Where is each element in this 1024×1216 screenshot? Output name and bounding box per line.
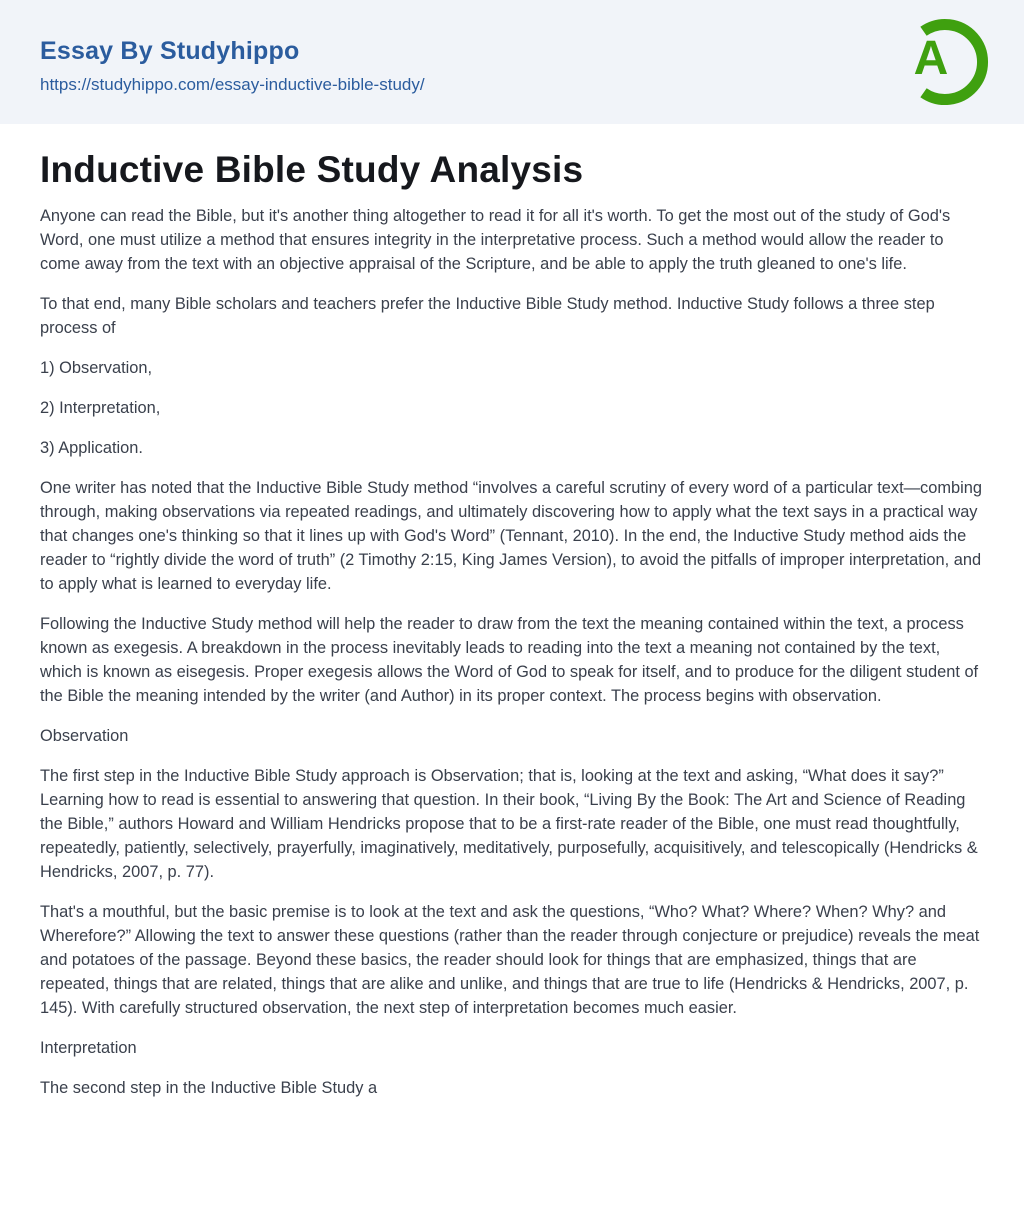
site-title: Essay By Studyhippo [40, 36, 300, 65]
paragraph: Anyone can read the Bible, but it's another thing altogether to read it for all it's worth. To get the most out of the study of God's Word, one must utilize a method that ensures integrity in the interpretative process. Such a method would allow the reader to come away from the text with an objective appraisal of the Scripture, and be able to apply the truth gleaned to one's life. [40, 207, 951, 273]
section-heading: Interpretation [40, 1039, 137, 1057]
studyhippo-logo-icon [900, 17, 990, 107]
paragraph: The second step in the Inductive Bible Study a [40, 1079, 378, 1097]
paragraph: That's a mouthful, but the basic premise is to look at the text and ask the questions, “Who? What? Where? When? Why? and Wherefore?” Allowing the text to answer these questions (rather than the reader through conjecture or prejudice) reveals the meat and potatoes of the passage. Beyond these basics, the reader should look for things that are emphasized, things that are repeated, things that are related, things that are alike and unlike, and things that are true to life (Hendricks & Hendricks, 2007, p. 145). With carefully structured observation, the next step of interpretation becomes much easier. [40, 903, 980, 1017]
paragraph: The first step in the Inductive Bible Study approach is Observation; that is, looking at the text and asking, “What does it say?” Learning how to read is essential to answering that question. In their book, “Living By the Book: The Art and Science of Reading the Bible,” authors Howard and William Hendricks propose that to be a first-rate reader of the Bible, one must read thoughtfully, repeatedly, patiently, selectively, prayerfully, imaginatively, meditatively, purposefully, acquisitively, and telescopically (Hendricks & Hendricks, 2007, p. 77). [40, 767, 978, 881]
list-item: 1) Observation, [40, 359, 153, 377]
header-text [40, 36, 425, 95]
list-item: 3) Application. [40, 439, 143, 457]
list-item: 2) Interpretation, [40, 399, 161, 417]
page-title: Inductive Bible Study Analysis [40, 149, 584, 190]
essay-article [0, 124, 1024, 1100]
logo-letter: A [913, 32, 949, 85]
paragraph: To that end, many Bible scholars and teachers prefer the Inductive Bible Study method. Inductive Study follows a three step process of [40, 295, 935, 337]
site-header [0, 0, 1024, 124]
source-url-link[interactable]: https://studyhippo.com/essay-inductive-bible-study/ [40, 74, 425, 94]
paragraph: Following the Inductive Study method will help the reader to draw from the text the meaning contained within the text, a process known as exegesis. A breakdown in the process inevitably leads to reading into the text a meaning not contained by the text, which is known as eisegesis. Proper exegesis allows the Word of God to speak for itself, and to produce for the diligent student of the Bible the meaning intended by the writer (and Author) in its proper context. The process begins with observation. [40, 615, 979, 705]
paragraph: One writer has noted that the Inductive Bible Study method “involves a careful scrutiny of every word of a particular text—combing through, making observations via repeated readings, and ultimately discovering how to apply what the text says in a practical way that changes one's thinking so that it lines up with God's Word” (Tennant, 2010). In the end, the Inductive Study method aids the reader to “rightly divide the word of truth” (2 Timothy 2:15, King James Version), to avoid the pitfalls of improper interpretation, and to apply what is learned to everyday life. [40, 479, 983, 593]
section-heading: Observation [40, 727, 129, 745]
